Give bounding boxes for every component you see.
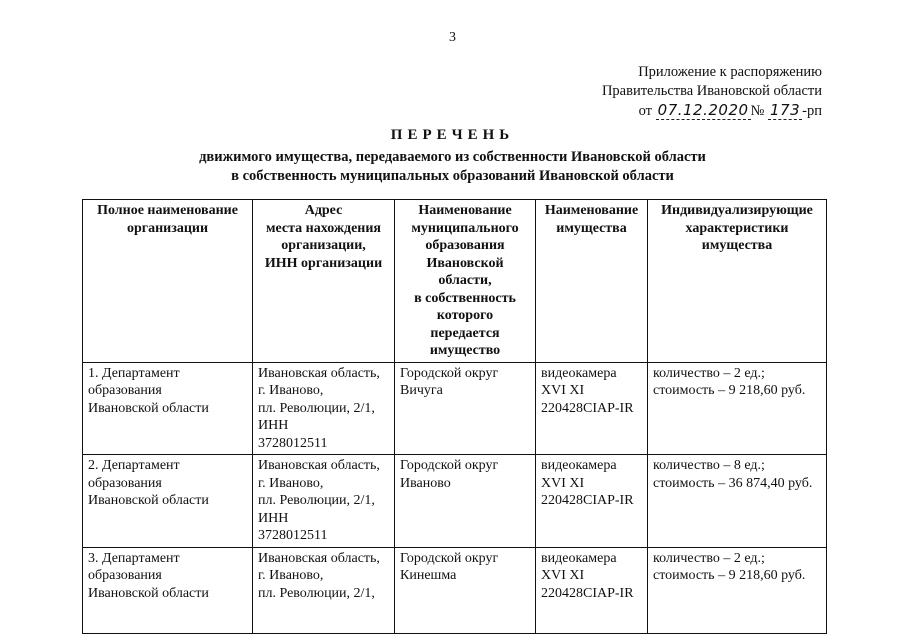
subtitle-line-1: движимого имущества, передаваемого из собственности Ивановской области — [199, 149, 706, 165]
cell-address — [253, 455, 395, 548]
cell-text: Городской округ — [400, 365, 499, 381]
header-text: области, — [438, 273, 492, 288]
property-table — [82, 199, 827, 634]
header-org — [83, 200, 253, 363]
header-text: Ивановской — [426, 255, 504, 271]
document-subtitle — [0, 148, 905, 186]
cell-text: Ивановской области — [88, 400, 209, 416]
cell-text: 220428CIAP-IR — [541, 493, 634, 508]
cell-org — [83, 547, 253, 633]
header-text: организации, — [281, 238, 366, 253]
cell-text: стоимость – 36 874,40 руб. — [653, 475, 813, 491]
appendix-line-1: Приложение к распоряжению — [638, 64, 822, 80]
header-text: места нахождения — [265, 220, 382, 236]
document-title: ПЕРЕЧЕНЬ — [390, 127, 515, 143]
header-text: передается — [430, 325, 500, 341]
cell-text: XVI XI — [541, 568, 585, 583]
cell-text: образования — [88, 383, 162, 398]
cell-property — [536, 362, 648, 455]
cell-text: XVI XI — [541, 383, 585, 398]
cell-text: 1. Департамент — [88, 365, 180, 381]
cell-text: 220428CIAP-IR — [541, 585, 634, 601]
table-header-row — [83, 200, 827, 363]
header-text: которого — [436, 308, 494, 323]
cell-org — [83, 362, 253, 455]
header-text: организации — [126, 220, 209, 236]
cell-text: количество – 8 ед.; — [653, 458, 765, 473]
cell-text: XVI XI — [541, 475, 585, 491]
cell-text: Ивановская область, — [258, 365, 380, 381]
number-suffix: -рп — [802, 103, 822, 119]
cell-text: 3728012511 — [258, 528, 328, 543]
cell-text: Иваново — [400, 475, 451, 491]
header-characteristics — [648, 200, 827, 363]
cell-text: Ивановской области — [88, 493, 209, 508]
cell-property — [536, 547, 648, 633]
cell-text: количество – 2 ед.; — [653, 365, 765, 381]
header-property — [536, 200, 648, 363]
cell-characteristics — [648, 547, 827, 633]
cell-text: количество – 2 ед.; — [653, 550, 765, 566]
cell-text: 3. Департамент — [88, 550, 180, 566]
header-text: Адрес — [304, 203, 343, 218]
header-text: Полное наименование — [97, 203, 238, 218]
cell-text: Городской округ — [400, 458, 499, 473]
page-number: 3 — [449, 30, 456, 45]
cell-text: пл. Революции, 2/1, — [258, 585, 375, 601]
appendix-header — [592, 63, 822, 121]
cell-text: образования — [88, 568, 162, 583]
cell-text: Ивановская область, — [258, 458, 380, 473]
cell-text: Городской округ — [400, 550, 499, 566]
cell-text: Вичуга — [400, 383, 443, 398]
cell-address — [253, 362, 395, 455]
cell-text: образования — [88, 475, 162, 491]
cell-municipality — [395, 455, 536, 548]
cell-municipality — [395, 362, 536, 455]
cell-org — [83, 455, 253, 548]
handwritten-number: 173 — [770, 101, 801, 119]
header-text: Наименование — [544, 203, 639, 218]
cell-text: г. Иваново, — [258, 383, 324, 398]
header-text: ИНН организации — [264, 255, 383, 271]
header-text: в собственность — [414, 290, 516, 306]
header-municipality — [395, 200, 536, 363]
cell-text: Ивановской области — [88, 585, 209, 601]
header-text: образования — [425, 238, 505, 253]
table-row — [83, 455, 827, 548]
cell-text: Ивановская область, — [258, 550, 380, 566]
cell-text: ИНН — [258, 510, 289, 526]
subtitle-line-2: в собственность муниципальных образований Ивановской области — [231, 168, 674, 184]
header-text: муниципального — [411, 220, 519, 236]
cell-text: ИНН — [258, 418, 289, 433]
header-text: Наименование — [418, 203, 512, 218]
cell-text: г. Иваново, — [258, 568, 324, 583]
from-label: от — [638, 103, 653, 119]
cell-text: пл. Революции, 2/1, — [258, 493, 375, 508]
table-row — [83, 547, 827, 633]
header-text: характеристики — [685, 220, 789, 236]
cell-text: видеокамера — [541, 365, 617, 381]
cell-address — [253, 547, 395, 633]
header-text: имущества — [701, 238, 773, 253]
cell-text: пл. Революции, 2/1, — [258, 400, 375, 416]
table-row — [83, 362, 827, 455]
cell-characteristics — [648, 362, 827, 455]
number-label: № — [750, 103, 765, 119]
cell-text: 3728012511 — [258, 435, 328, 451]
cell-text: видеокамера — [541, 458, 617, 473]
cell-text: видеокамера — [541, 550, 617, 566]
cell-text: Кинешма — [400, 568, 457, 583]
cell-text: стоимость – 9 218,60 руб. — [653, 568, 806, 583]
appendix-date-line — [592, 101, 822, 121]
cell-property — [536, 455, 648, 548]
handwritten-date: 07.12.2020 — [657, 101, 749, 119]
cell-text: стоимость – 9 218,60 руб. — [653, 383, 806, 398]
cell-characteristics — [648, 455, 827, 548]
header-text: имущества — [556, 220, 627, 236]
appendix-line-2: Правительства Ивановской области — [601, 83, 822, 99]
cell-municipality — [395, 547, 536, 633]
header-text: имущество — [429, 343, 501, 358]
cell-text: г. Иваново, — [258, 475, 324, 491]
header-text: Индивидуализирующие — [661, 203, 813, 218]
cell-text: 220428CIAP-IR — [541, 400, 634, 416]
header-address — [253, 200, 395, 363]
cell-text: 2. Департамент — [88, 458, 180, 473]
